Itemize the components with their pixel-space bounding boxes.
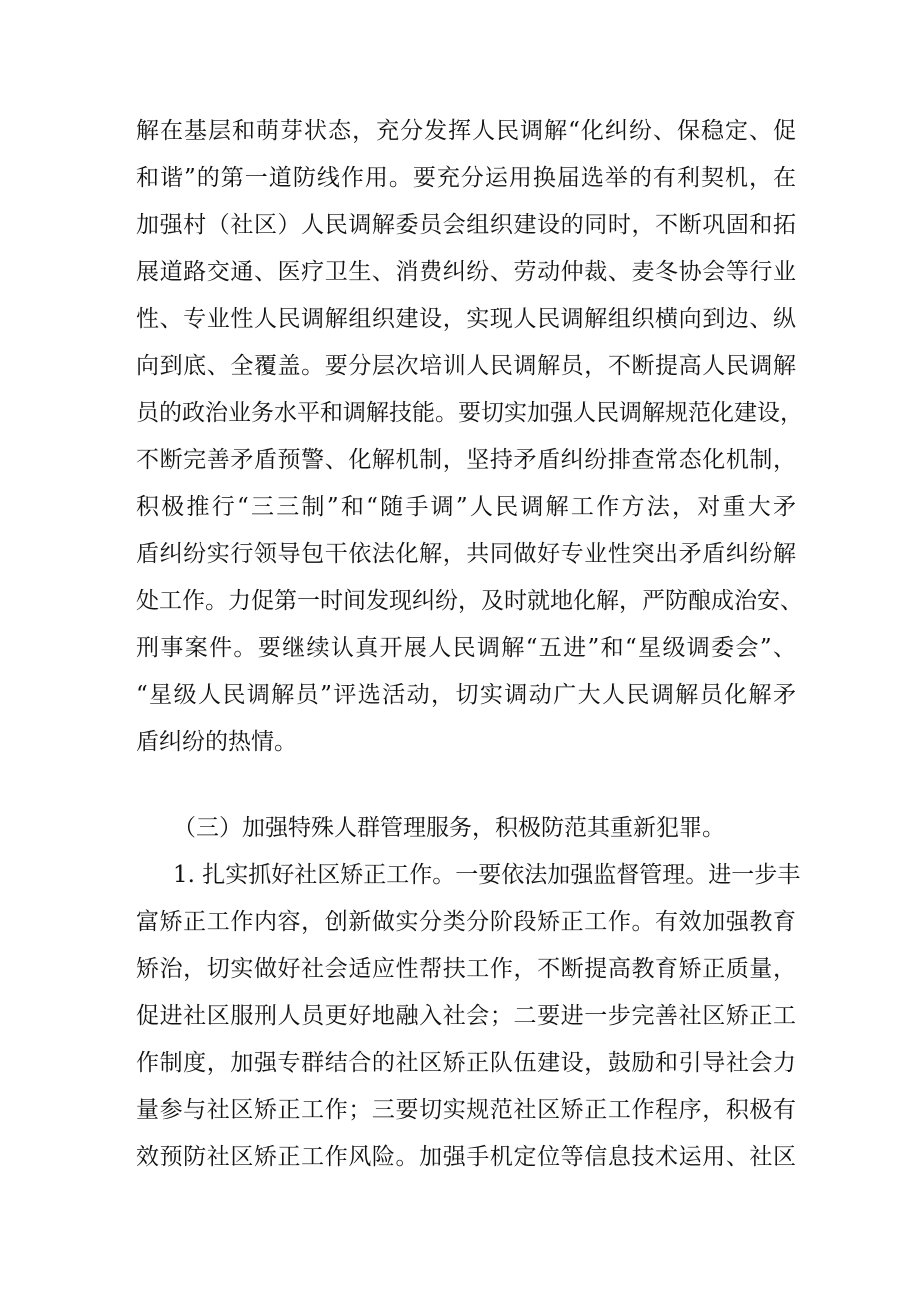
paragraph-2-line-6: 量参与社区矫正工作；三要切实规范社区矫正工作程序，积极有 xyxy=(136,1097,796,1123)
paragraph-1-line-11: 处工作。力促第一时间发现纠纷，及时就地化解，严防酿成治安、 xyxy=(136,588,803,614)
paragraph-1-line-9: 积极推行“三三制”和“随手调”人民调解工作方法，对重大矛 xyxy=(136,494,796,520)
paragraph-1-line-6: 向到底、全覆盖。要分层次培训人民调解员，不断提高人民调解 xyxy=(136,353,796,379)
paragraph-1-line-1: 解在基层和萌芽状态，充分发挥人民调解“化纠纷、保稳定、促 xyxy=(136,118,796,144)
paragraph-2-line-7: 效预防社区矫正工作风险。加强手机定位等信息技术运用、社区 xyxy=(136,1144,796,1170)
paragraph-1-line-3: 加强村（社区）人民调解委员会组织建设的同时，不断巩固和拓 xyxy=(136,212,796,238)
paragraph-2-line-3: 矫治，切实做好社会适应性帮扶工作，不断提高教育矫正质量， xyxy=(136,956,796,982)
paragraph-1-line-5: 性、专业性人民调解组织建设，实现人民调解组织横向到边、纵 xyxy=(136,306,796,332)
paragraph-2-line-5: 作制度，加强专群结合的社区矫正队伍建设，鼓励和引导社会力 xyxy=(136,1050,796,1076)
paragraph-2-line-2: 富矫正工作内容，创新做实分类分阶段矫正工作。有效加强教育 xyxy=(136,909,796,935)
paragraph-2-line-4: 促进社区服刑人员更好地融入社会；二要进一步完善社区矫正工 xyxy=(136,1003,796,1029)
paragraph-1-line-10: 盾纠纷实行领导包干依法化解，共同做好专业性突出矛盾纠纷解 xyxy=(136,541,796,567)
paragraph-1-line-8: 不断完善矛盾预警、化解机制，坚持矛盾纠纷排查常态化机制， xyxy=(136,447,796,473)
paragraph-2-line-1: 1. 扎实抓好社区矫正工作。一要依法加强监督管理。进一步丰 xyxy=(173,862,801,888)
section-heading: （三）加强特殊人群管理服务，积极防范其重新犯罪。 xyxy=(173,815,725,841)
paragraph-1-line-12: 刑事案件。要继续认真开展人民调解“五进”和“星级调委会”、 xyxy=(136,635,796,661)
paragraph-1-line-14: 盾纠纷的热情。 xyxy=(136,729,297,755)
paragraph-1-line-4: 展道路交通、医疗卫生、消费纠纷、劳动仲裁、麦冬协会等行业 xyxy=(136,259,796,285)
paragraph-1-line-2: 和谐”的第一道防线作用。要充分运用换届选举的有利契机，在 xyxy=(136,165,796,191)
paragraph-1-line-7: 员的政治业务水平和调解技能。要切实加强人民调解规范化建设， xyxy=(136,400,803,426)
paragraph-1-line-13: “星级人民调解员”评选活动，切实调动广大人民调解员化解矛 xyxy=(136,682,796,708)
